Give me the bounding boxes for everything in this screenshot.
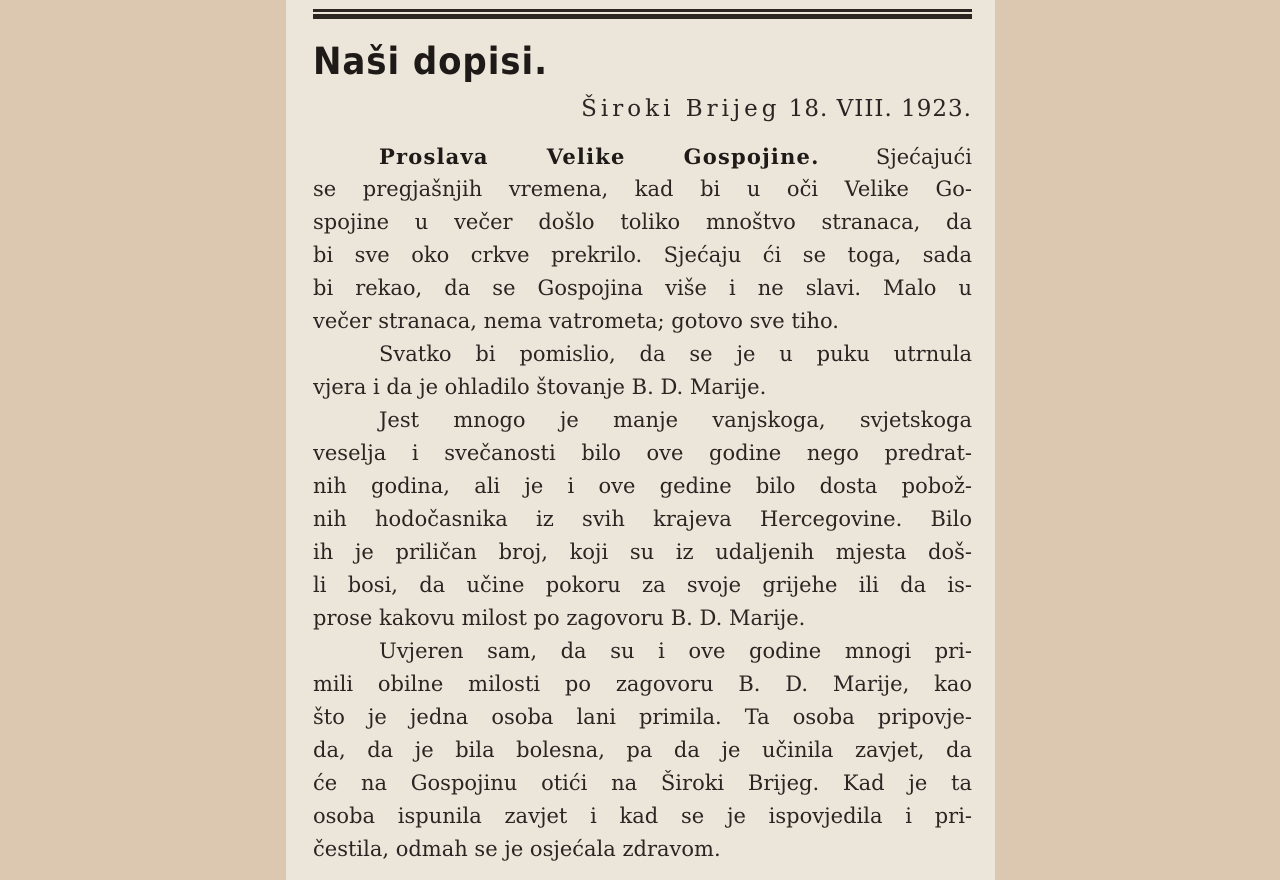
article-line: mili obilne milosti po zagovoru B. D. Marije, kao (313, 672, 972, 696)
article-line: Proslava Velike Gospojine. Sjećajući (379, 144, 972, 169)
article-line: da, da je bila bolesna, pa da je učinila zavjet, da (313, 738, 972, 762)
newspaper-clipping (286, 0, 995, 880)
article-line: bi rekao, da se Gospojina više i ne slavi. Malo u (313, 276, 972, 300)
top-rule-thick (313, 14, 972, 19)
article-line: Jest mnogo je manje vanjskoga, svjetskoga (379, 408, 972, 432)
dateline-place: Široki Brijeg (581, 96, 781, 122)
article-line: Svatko bi pomislio, da se je u puku utrnula (379, 342, 972, 366)
article-line: večer stranaca, nema vatrometa; gotovo sve tiho. (313, 309, 839, 333)
article-lead-title: Proslava Velike Gospojine. (379, 144, 820, 169)
article-line: prose kakovu milost po zagovoru B. D. Marije. (313, 606, 806, 630)
article-line: ih je priličan broj, koji su iz udaljenih mjesta doš- (313, 540, 972, 564)
top-rule-thin (313, 9, 972, 12)
article-line: nih hodočasnika iz svih krajeva Hercegovine. Bilo (313, 507, 972, 531)
dateline-date: 18. VIII. 1923. (788, 96, 972, 122)
article-line: bi sve oko crkve prekrilo. Sjećaju ći se toga, sada (313, 243, 972, 267)
section-heading: Naši dopisi. (313, 40, 548, 83)
article-line: nih godina, ali je i ove gedine bilo dosta pobož- (313, 474, 972, 498)
article-line: osoba ispunila zavjet i kad se je ispovjedila i pri- (313, 804, 972, 828)
article-line: se pregjašnjih vremena, kad bi u oči Velike Go- (313, 177, 972, 201)
article-line: Uvjeren sam, da su i ove godine mnogi pri- (379, 639, 972, 663)
article-line: vjera i da je ohladilo štovanje B. D. Marije. (313, 375, 767, 399)
article-line: čestila, odmah se je osjećala zdravom. (313, 837, 721, 861)
article-line: će na Gospojinu otići na Široki Brijeg. Kad je ta (313, 771, 972, 795)
article-line: li bosi, da učine pokoru za svoje grijehe ili da is- (313, 573, 972, 597)
article-line: veselja i svečanosti bilo ove godine nego predrat- (313, 441, 972, 465)
article-line: spojine u večer došlo toliko mnoštvo stranaca, da (313, 210, 972, 234)
dateline (581, 92, 972, 126)
article-body (313, 140, 972, 866)
article-line: što je jedna osoba lani primila. Ta osoba pripovje- (313, 705, 972, 729)
